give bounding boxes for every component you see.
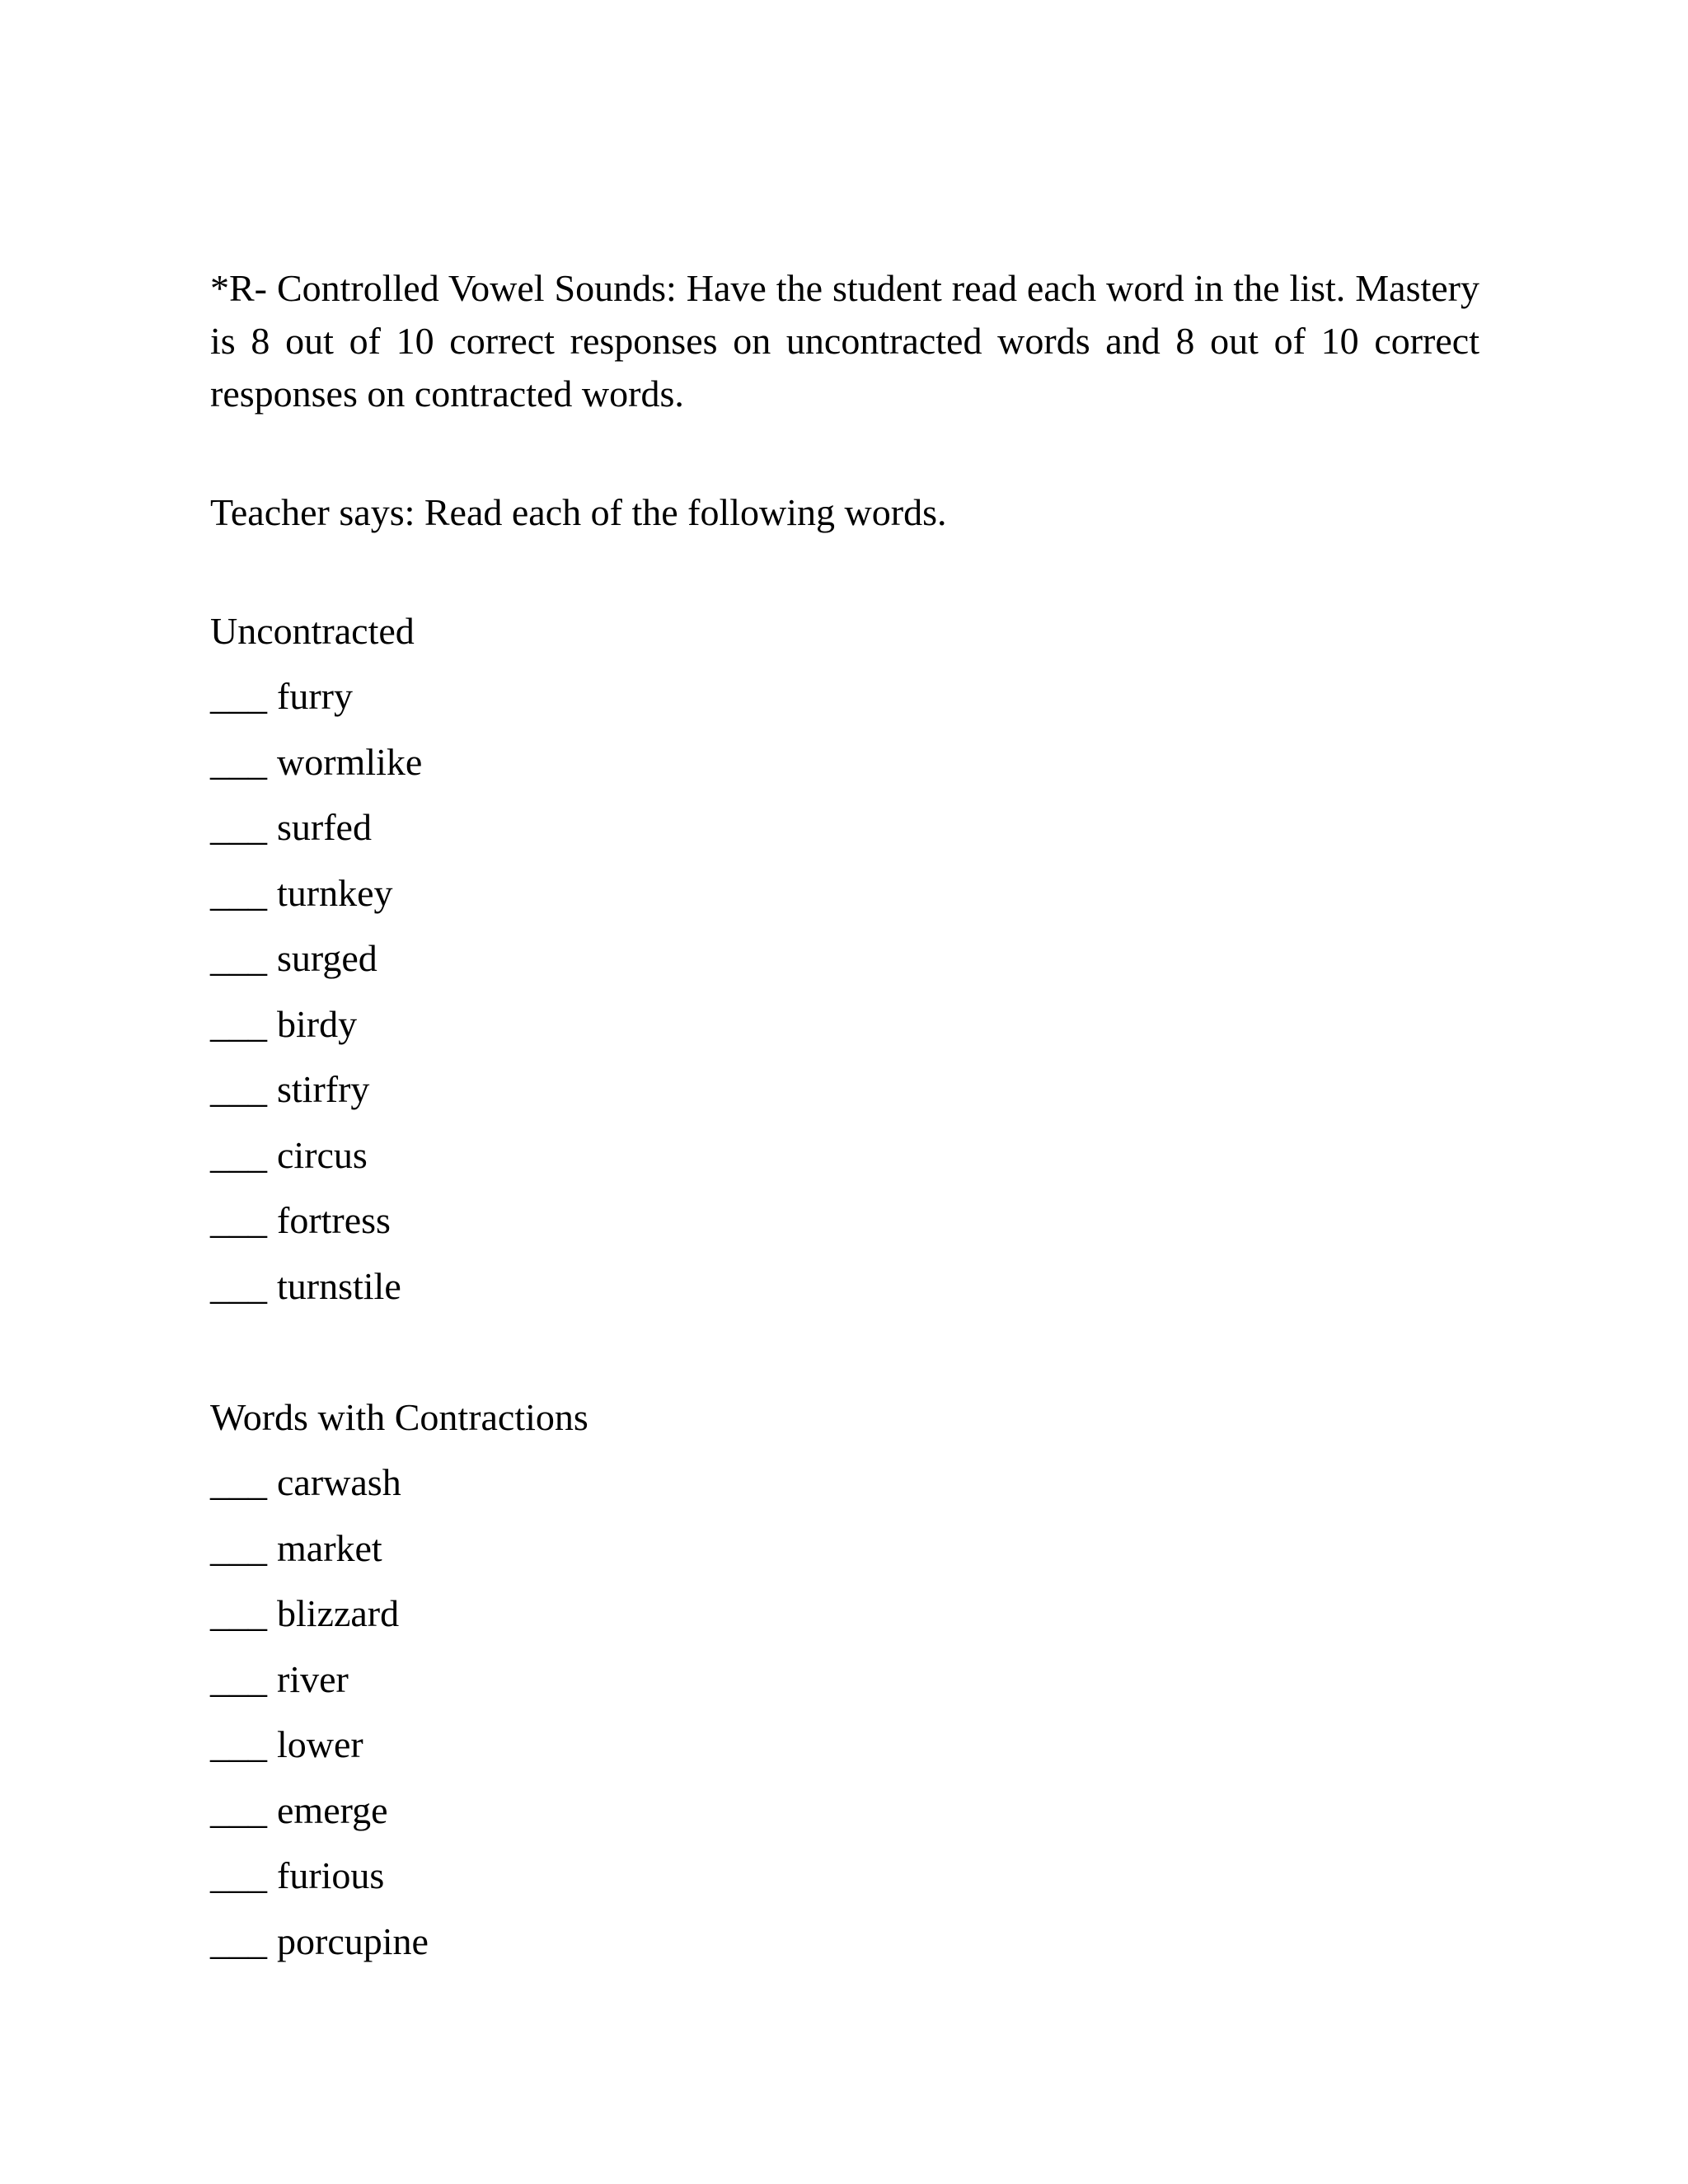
word-text: fortress [277,1199,391,1241]
word-item [210,867,1479,933]
word-item [210,1129,1479,1195]
word-text: circus [277,1133,368,1176]
word-text: stirfry [277,1068,370,1110]
answer-blank: ___ [210,675,267,717]
section-title: Words with Contractions [210,1396,588,1438]
word-list-uncontracted [210,670,1479,1325]
word-text: emerge [277,1788,388,1831]
word-text: market [277,1526,382,1569]
word-text: river [277,1657,349,1700]
word-text: wormlike [277,740,423,783]
answer-blank: ___ [210,1068,267,1110]
word-text: birdy [277,1002,358,1045]
word-text: furry [277,675,353,717]
word-text: lower [277,1723,363,1765]
answer-blank: ___ [210,1461,267,1503]
answer-blank: ___ [210,1002,267,1045]
word-item [210,1915,1479,1981]
word-text: carwash [277,1461,401,1503]
word-item [210,736,1479,802]
word-text: surged [277,937,377,979]
word-item [210,1260,1479,1326]
answer-blank: ___ [210,1526,267,1569]
answer-blank: ___ [210,1592,267,1634]
word-item [210,1718,1479,1784]
word-item [210,1194,1479,1260]
word-item [210,670,1479,736]
word-item [210,998,1479,1064]
teacher-prompt: Teacher says: Read each of the following words. [210,491,947,533]
answer-blank: ___ [210,1657,267,1700]
answer-blank: ___ [210,1133,267,1176]
instructions-paragraph: *R- Controlled Vowel Sounds: Have the student read each word in the list. Mastery is 8 out of 10 correct responses on uncontracted words and 8 out of 10 correct responses on contracted words. [210,267,1479,415]
answer-blank: ___ [210,1264,267,1307]
word-item [210,1063,1479,1129]
answer-blank: ___ [210,871,267,914]
word-item [210,932,1479,998]
document-content [210,262,1479,1980]
answer-blank: ___ [210,1723,267,1765]
word-text: blizzard [277,1592,400,1634]
answer-blank: ___ [210,937,267,979]
answer-blank: ___ [210,1919,267,1962]
answer-blank: ___ [210,806,267,848]
word-text: surfed [277,806,372,848]
section-uncontracted [210,605,1479,1325]
word-item [210,1784,1479,1850]
section-contractions [210,1391,1479,1980]
section-title: Uncontracted [210,610,415,652]
word-item [210,1522,1479,1588]
answer-blank: ___ [210,740,267,783]
word-item [210,801,1479,867]
word-text: furious [277,1854,385,1896]
answer-blank: ___ [210,1788,267,1831]
word-list-contractions [210,1456,1479,1980]
word-item [210,1587,1479,1653]
word-item [210,1456,1479,1522]
answer-blank: ___ [210,1854,267,1896]
word-item [210,1849,1479,1915]
word-text: turnstile [277,1264,401,1307]
word-text: turnkey [277,871,393,914]
word-text: porcupine [277,1919,429,1962]
answer-blank: ___ [210,1199,267,1241]
word-item [210,1653,1479,1719]
